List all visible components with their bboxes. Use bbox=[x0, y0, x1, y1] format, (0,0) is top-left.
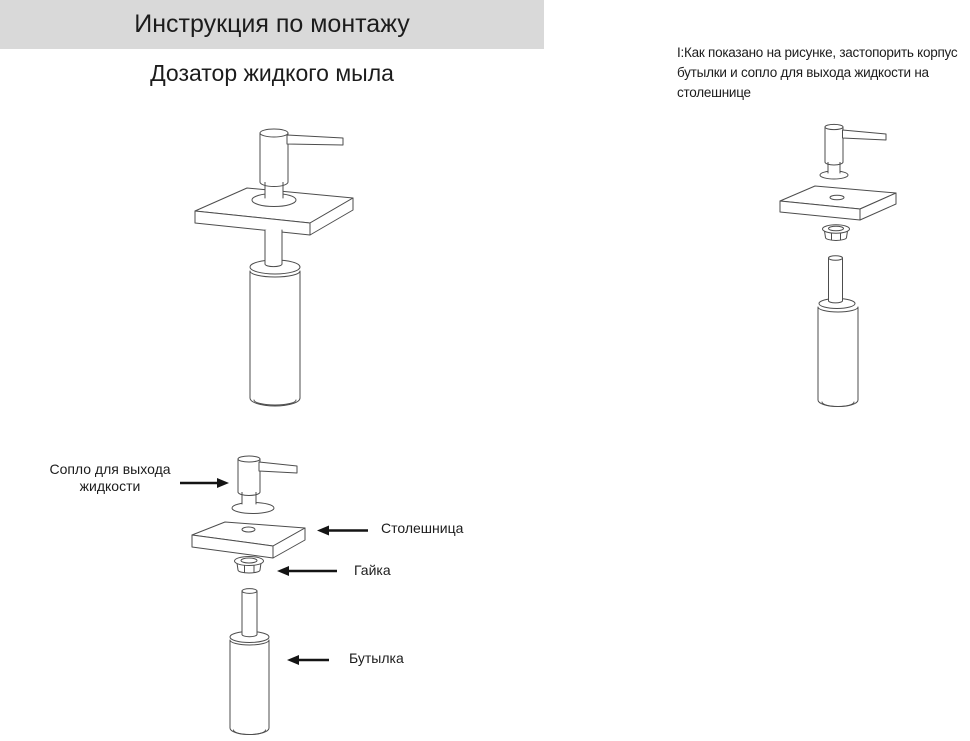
countertop-label: Столешница bbox=[381, 520, 464, 536]
mounting-hole bbox=[242, 527, 255, 532]
spout bbox=[843, 130, 887, 140]
mounting-nut bbox=[235, 557, 264, 574]
spout bbox=[287, 135, 343, 145]
bottle bbox=[250, 230, 300, 406]
mounting-hole bbox=[830, 195, 844, 200]
step-1-line-3: столешнице bbox=[677, 85, 751, 100]
step-1-line-2: бутылки и сопло для выхода жидкости на bbox=[677, 65, 929, 80]
pump-head bbox=[232, 456, 297, 514]
page-title: Инструкция по монтажу bbox=[134, 10, 410, 38]
bottle-arrow bbox=[287, 655, 329, 665]
nut-arrow bbox=[277, 566, 337, 576]
pump-head bbox=[260, 129, 343, 198]
pump-head bbox=[820, 124, 886, 179]
nozzle-label: Сопло для выхода жидкости bbox=[49, 461, 171, 494]
product-title: Дозатор жидкого мыла bbox=[150, 60, 394, 86]
countertop-slab bbox=[780, 186, 896, 220]
spout bbox=[259, 462, 297, 473]
countertop-slab bbox=[192, 522, 305, 558]
bottle bbox=[818, 256, 858, 407]
bottle bbox=[230, 589, 269, 735]
mounting-nut bbox=[823, 225, 850, 241]
nut-label: Гайка bbox=[354, 562, 391, 578]
header-bar bbox=[0, 0, 544, 49]
step-1-instruction bbox=[677, 43, 957, 103]
step-1-line-1: I:Как показано на рисунке, застопорить корпус bbox=[677, 45, 958, 60]
countertop-arrow bbox=[317, 526, 368, 536]
figure-exploded-step1 bbox=[760, 110, 970, 410]
figure-assembled-dispenser bbox=[170, 100, 570, 420]
bottle-label: Бутылка bbox=[349, 650, 404, 666]
